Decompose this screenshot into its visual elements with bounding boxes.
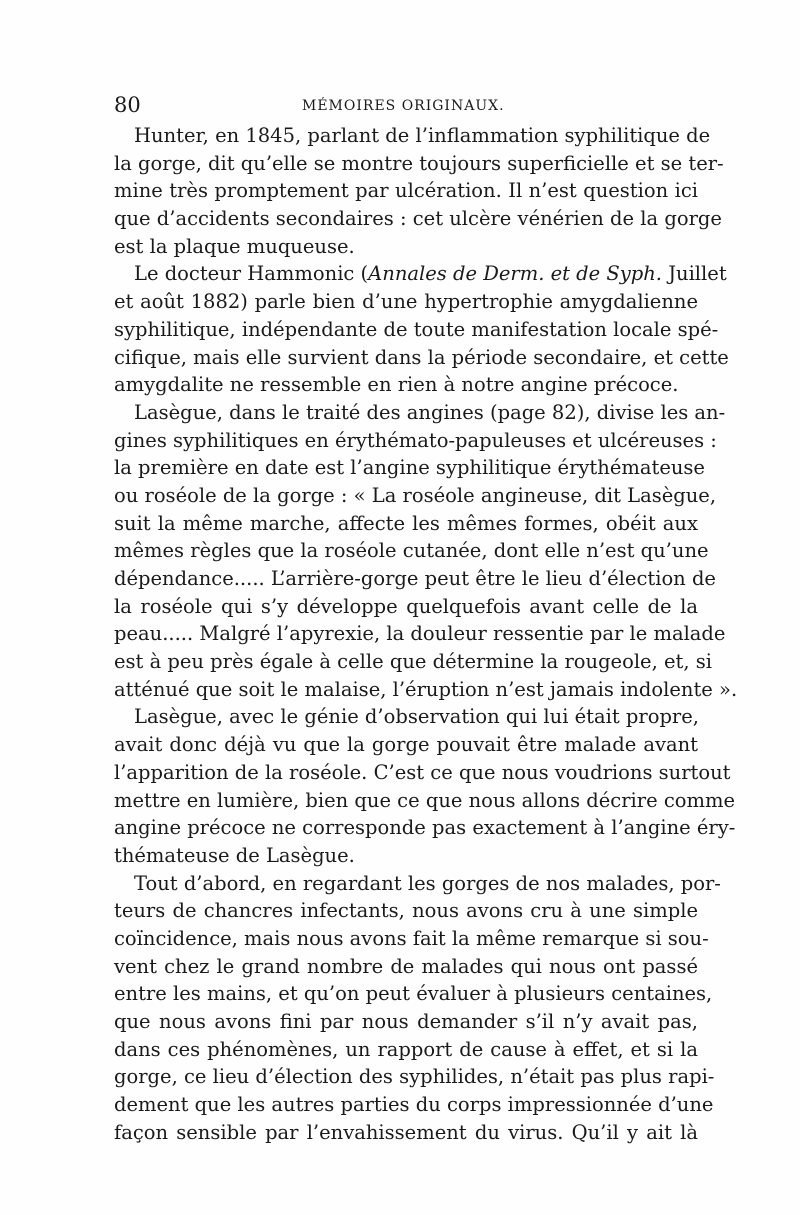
text-line: que d’accidents secondaires : cet ulcère vénérien de la gorge: [114, 207, 722, 231]
text-line: la première en date est l’angine syphilitique érythémateuse: [114, 456, 705, 480]
paragraph: [114, 260, 729, 398]
text-line: angine précoce ne corresponde pas exactement à l’angine éry-: [114, 816, 736, 840]
text-line: cifique, mais elle survient dans la période secondaire, et cette: [114, 345, 729, 369]
text-line: dement que les autres parties du corps impressionnée d’une: [114, 1093, 714, 1117]
text-line: teurs de chancres infectants, nous avons cru à une simple: [114, 899, 698, 923]
text-line: gines syphilitiques en érythémato-papuleuses et ulcéreuses :: [114, 428, 717, 452]
text-line: Tout d’abord, en regardant les gorges de nos malades, por-: [134, 871, 721, 895]
text-line: façon sensible par l’envahissement du virus. Qu’il y ait là: [114, 1120, 698, 1144]
text-line: dépendance..... L’arrière-gorge peut être le lieu d’élection de: [114, 567, 716, 590]
text-line: avait donc déjà vu que la gorge pouvait être malade avant: [114, 733, 698, 757]
text-line: est à peu près égale à celle que détermine la rougeole, et, si: [114, 650, 713, 674]
text-line: thémateuse de Lasègue.: [114, 843, 355, 867]
text-line: syphilitique, indépendante de toute manifestation locale spé-: [114, 317, 719, 341]
text-line: Hunter, en 1845, parlant de l’inflammation syphilitique de: [134, 124, 711, 147]
text-segment: Le docteur Hammonic (: [134, 262, 369, 286]
page-header: [114, 93, 698, 123]
text-line: la gorge, dit qu’elle se montre toujours superficielle et se ter-: [114, 151, 724, 175]
text-line: peau..... Malgré l’apyrexie, la douleur ressentie par le malade: [114, 622, 726, 646]
text-line: vent chez le grand nombre de malades qui nous ont passé: [114, 954, 698, 978]
running-head: MÉMOIRES ORIGINAUX.: [302, 98, 505, 114]
text-line: l’apparition de la roséole. C’est ce que nous voudrions surtout: [114, 760, 731, 784]
text-line: Lasègue, dans le traité des angines (page 82), divise les an-: [134, 400, 726, 424]
text-line: dans ces phénomènes, un rapport de cause à effet, et si la: [114, 1037, 698, 1061]
body-text: [114, 122, 738, 1146]
text-segment: Juillet: [662, 262, 727, 286]
text-line: entre les mains, et qu’on peut évaluer à plusieurs centaines,: [114, 982, 713, 1006]
text-line: mine très promptement par ulcération. Il n’est question ici: [114, 179, 698, 203]
text-line: gorge, ce lieu d’élection des syphilides, n’était pas plus rapi-: [114, 1065, 715, 1089]
text-line: mettre en lumière, bien que ce que nous allons décrire comme: [114, 788, 736, 812]
text-line: est la plaque muqueuse.: [114, 234, 355, 258]
paragraph: [114, 122, 724, 260]
text-line: atténué que soit le malaise, l’éruption n’est jamais indolente ».: [114, 677, 738, 701]
paragraph: [114, 870, 721, 1147]
text-line: Lasègue, avec le génie d’observation qui lui était propre,: [134, 705, 699, 729]
text-line: que nous avons fini par nous demander s’il n’y avait pas,: [114, 1010, 698, 1033]
text-line: amygdalite ne ressemble en rien à notre angine précoce.: [114, 373, 679, 397]
text-line: [114, 260, 727, 288]
text-line: suit la même marche, affecte les mêmes formes, obéit aux: [114, 511, 698, 535]
page-number: 80: [114, 93, 141, 117]
text-line: coïncidence, mais nous avons fait la même remarque si sou-: [114, 926, 709, 950]
paragraph: [114, 703, 736, 869]
text-line: mêmes règles que la roséole cutanée, dont elle n’est qu’une: [114, 539, 709, 563]
journal-title: Annales de Derm. et de Syph.: [368, 262, 662, 286]
text-line: la roséole qui s’y développe quelquefois avant celle de la: [114, 594, 698, 618]
text-line: ou roséole de la gorge : « La roséole angineuse, dit Lasègue,: [114, 483, 717, 507]
text-line: et août 1882) parle bien d’une hypertrophie amygdalienne: [114, 290, 698, 314]
paragraph: [114, 399, 738, 704]
